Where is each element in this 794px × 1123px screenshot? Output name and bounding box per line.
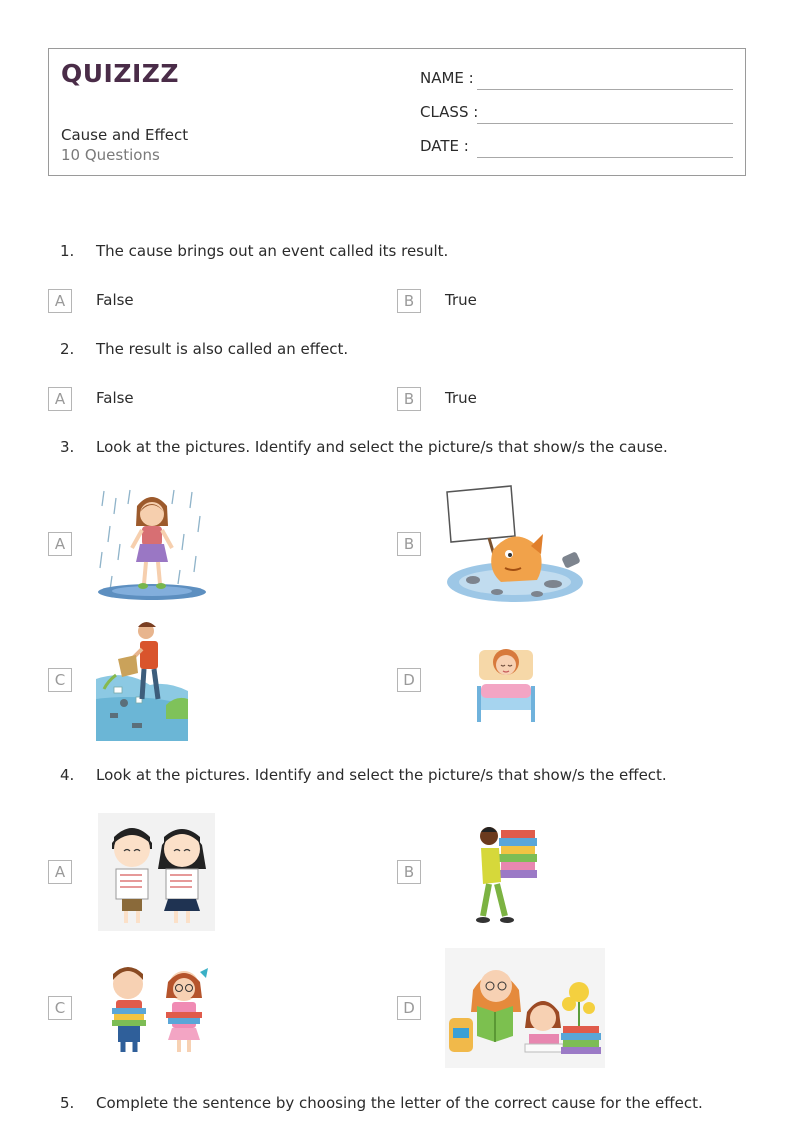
q1-option-b-text: True	[445, 291, 477, 309]
q2-option-b-text: True	[445, 389, 477, 407]
q2-option-a-box[interactable]: A	[48, 387, 72, 411]
girl-sleeping-in-bed-illustration	[475, 640, 537, 724]
q4-option-b-box[interactable]: B	[397, 860, 421, 884]
fish-with-sign-in-polluted-puddle-illustration	[445, 484, 587, 606]
q4-option-c-box[interactable]: C	[48, 996, 72, 1020]
man-dumping-trash-into-river-illustration	[96, 619, 188, 741]
worksheet-header	[48, 48, 746, 176]
class-field[interactable]	[477, 123, 733, 124]
quizizz-logo: QUIZIZZ	[61, 59, 180, 88]
name-field[interactable]	[477, 89, 733, 90]
q4-option-a-box[interactable]: A	[48, 860, 72, 884]
kids-reading-with-books-illustration	[445, 948, 605, 1068]
question-1-number: 1.	[60, 242, 75, 260]
q3-option-c-box[interactable]: C	[48, 668, 72, 692]
question-count: 10 Questions	[61, 146, 160, 164]
q3-option-b-box[interactable]: B	[397, 532, 421, 556]
question-4-text: Look at the pictures. Identify and select the picture/s that show/s the effect.	[96, 766, 667, 784]
q4-option-d-box[interactable]: D	[397, 996, 421, 1020]
question-2-text: The result is also called an effect.	[96, 340, 349, 358]
question-2-number: 2.	[60, 340, 75, 358]
class-label: CLASS :	[420, 103, 479, 121]
question-1-text: The cause brings out an event called its result.	[96, 242, 449, 260]
q2-option-a-text: False	[96, 389, 134, 407]
q1-option-b-box[interactable]: B	[397, 289, 421, 313]
question-4-number: 4.	[60, 766, 75, 784]
q3-option-a-box[interactable]: A	[48, 532, 72, 556]
question-3-number: 3.	[60, 438, 75, 456]
worksheet-title: Cause and Effect	[61, 126, 189, 144]
question-3-text: Look at the pictures. Identify and select the picture/s that show/s the cause.	[96, 438, 668, 456]
name-label: NAME :	[420, 69, 474, 87]
q1-option-a-box[interactable]: A	[48, 289, 72, 313]
question-5-text: Complete the sentence by choosing the letter of the correct cause for the effect.	[96, 1094, 703, 1112]
q1-option-a-text: False	[96, 291, 134, 309]
boy-carrying-stack-of-books-illustration	[475, 824, 541, 928]
date-label: DATE :	[420, 137, 469, 155]
two-kids-holding-test-papers-illustration	[98, 813, 215, 931]
question-5-number: 5.	[60, 1094, 75, 1112]
girl-in-rain-illustration	[96, 486, 208, 602]
two-kids-holding-books-illustration	[104, 962, 210, 1058]
date-field[interactable]	[477, 157, 733, 158]
q2-option-b-box[interactable]: B	[397, 387, 421, 411]
q3-option-d-box[interactable]: D	[397, 668, 421, 692]
